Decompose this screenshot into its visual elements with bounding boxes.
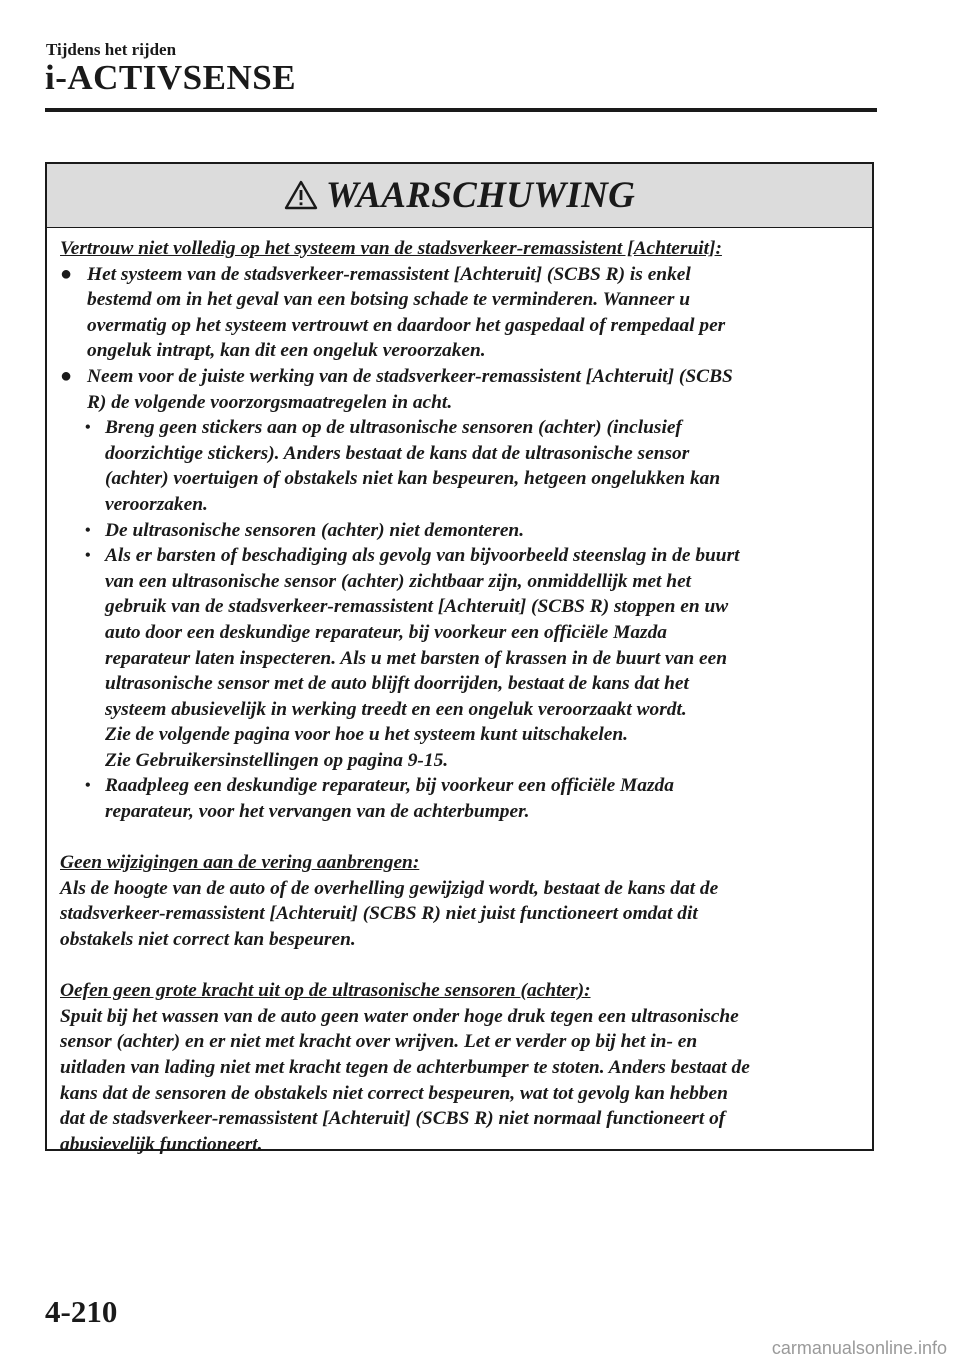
spacer xyxy=(60,953,860,979)
text-line: reparateur laten inspecteren. Als u met barsten of krassen in de buurt van een xyxy=(105,647,727,669)
watermark: carmanualsonline.info xyxy=(771,1338,947,1358)
text-line: van een ultrasonische sensor (achter) zichtbaar zijn, onmiddellijk met het xyxy=(105,570,692,592)
text-line: Als er barsten of beschadiging als gevolg van bijvoorbeeld steenslag in de buurt xyxy=(105,545,740,567)
sub-bullet-dot-icon: • xyxy=(85,547,91,565)
text-line: auto door een deskundige reparateur, bij voorkeur een officiële Mazda xyxy=(105,621,667,643)
text-line: R) de volgende voorzorgsmaatregelen in acht. xyxy=(87,391,453,413)
warning-heading-sensors: Oefen geen grote kracht uit op de ultrasonische sensoren (achter): xyxy=(60,980,591,1002)
warning-heading-reliance: Vertrouw niet volledig op het systeem van de stadsverkeer-remassistent [Achteruit]: xyxy=(60,238,722,259)
text-line: doorzichtige stickers). Anders bestaat de kans dat de ultrasonische sensor xyxy=(105,442,690,464)
warning-triangle-icon xyxy=(284,180,318,210)
warning-heading-suspension: Geen wijzigingen aan de vering aanbrengen: xyxy=(60,852,420,874)
spacer xyxy=(60,825,860,851)
text-line: obstakels niet correct kan bespeuren. xyxy=(60,929,356,951)
text-line: veroorzaken. xyxy=(105,493,208,515)
sub-bullet-dot-icon: • xyxy=(85,521,91,539)
sub-bullet-item xyxy=(60,773,860,824)
text-line: bestemd om in het geval van een botsing schade te verminderen. Wanneer u xyxy=(87,289,691,311)
sub-bullet-item xyxy=(60,543,860,773)
text-line: kans dat de sensoren de obstakels niet correct bespeuren, wat tot gevolg kan hebben xyxy=(60,1082,728,1104)
text-line: Zie Gebruikersinstellingen op pagina 9-15. xyxy=(105,749,449,771)
text-line: (achter) voertuigen of obstakels niet kan bespeuren, hetgeen ongelukken kan xyxy=(105,468,721,490)
text-line: Spuit bij het wassen van de auto geen water onder hoge druk tegen een ultrasonische xyxy=(60,1005,739,1027)
bullet-dot-icon: ● xyxy=(60,364,73,387)
bullet-item xyxy=(60,364,860,415)
text-line: gebruik van de stadsverkeer-remassistent [Achteruit] (SCBS R) stoppen en uw xyxy=(105,596,729,618)
text-line: reparateur, voor het vervangen van de achterbumper. xyxy=(105,801,530,823)
header-rule xyxy=(45,108,877,112)
paragraph-suspension xyxy=(60,876,860,953)
text-line: ongeluk intrapt, kan dit een ongeluk veroorzaken. xyxy=(87,340,486,362)
sub-bullet-dot-icon: • xyxy=(85,419,91,437)
warning-title: WAARSCHUWING xyxy=(325,175,636,216)
text-line: overmatig op het systeem vertrouwt en daardoor het gaspedaal of rempedaal per xyxy=(87,314,726,336)
page-number: 4-210 xyxy=(45,1294,118,1329)
text-line: Het systeem van de stadsverkeer-remassistent [Achteruit] (SCBS R) is enkel xyxy=(87,263,691,285)
text-line: Als de hoogte van de auto of de overhelling gewijzigd wordt, bestaat de kans dat de xyxy=(60,877,719,899)
chapter-title: i-ACTIVSENSE xyxy=(45,58,297,97)
text-line: ultrasonische sensor met de auto blijft doorrijden, bestaat de kans dat het xyxy=(105,673,689,695)
warning-box xyxy=(45,162,874,1155)
text-line: uitladen van lading niet met kracht tegen de achterbumper te stoten. Anders bestaat de xyxy=(60,1057,750,1078)
bullet-dot-icon: ● xyxy=(60,262,73,285)
sub-bullet-item xyxy=(60,415,860,517)
text-line: De ultrasonische sensoren (achter) niet demonteren. xyxy=(105,519,525,541)
text-line: sensor (achter) en er niet met kracht over wrijven. Let er verder op bij het in- en xyxy=(60,1031,698,1053)
paragraph-sensors xyxy=(60,1004,860,1158)
text-line: stadsverkeer-remassistent [Achteruit] (SCBS R) niet juist functioneert omdat dit xyxy=(60,903,698,925)
text-line: systeem abusievelijk in werking treedt en een ongeluk veroorzaakt wordt. xyxy=(105,698,687,720)
sub-bullet-item xyxy=(60,518,860,544)
sub-bullet-dot-icon: • xyxy=(85,777,91,795)
section-label: Tijdens het rijden xyxy=(46,40,177,59)
warning-body xyxy=(47,228,872,1157)
text-line: dat de stadsverkeer-remassistent [Achteruit] (SCBS R) niet normaal functioneert of xyxy=(60,1108,726,1130)
text-line: Raadpleeg een deskundige reparateur, bij voorkeur een officiële Mazda xyxy=(105,775,674,797)
text-line: Neem voor de juiste werking van de stadsverkeer-remassistent [Achteruit] (SCBS xyxy=(87,365,733,387)
warning-header xyxy=(47,164,872,228)
bullet-item xyxy=(60,262,860,364)
text-line: abusievelijk functioneert. xyxy=(60,1133,263,1155)
text-line: Zie de volgende pagina voor hoe u het systeem kunt uitschakelen. xyxy=(105,724,628,746)
text-line: Breng geen stickers aan op de ultrasonische sensoren (achter) (inclusief xyxy=(105,417,682,439)
